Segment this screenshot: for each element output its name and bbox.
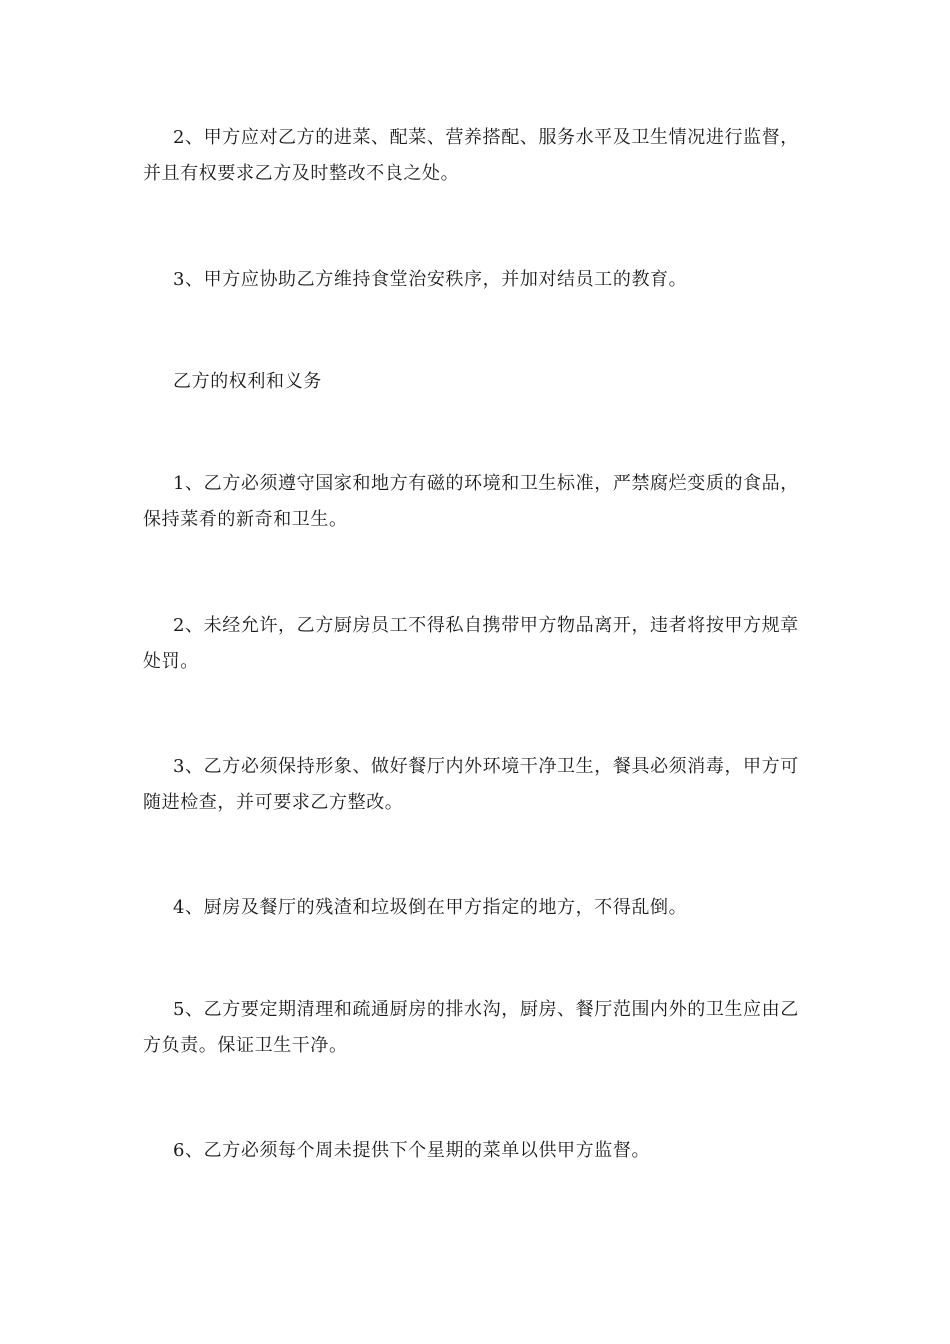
paragraph-clause-b1: 1、乙方必须遵守国家和地方有磁的环境和卫生标准，严禁腐烂变质的食品，保持菜肴的新奇和卫生。 bbox=[143, 473, 799, 530]
paragraph-clause-b2: 2、未经允许，乙方厨房员工不得私自携带甲方物品离开，违者将按甲方规章处罚。 bbox=[143, 615, 799, 672]
paragraph-clause-b3: 3、乙方必须保持形象、做好餐厅内外环境干净卫生，餐具必须消毒，甲方可随进检查，并可要求乙方整改。 bbox=[143, 756, 799, 813]
paragraph-clause-b6: 6、乙方必须每个周未提供下个星期的菜单以供甲方监督。 bbox=[173, 1140, 651, 1161]
paragraph-clause-b4: 4、厨房及餐厅的残渣和垃圾倒在甲方指定的地方，不得乱倒。 bbox=[173, 897, 688, 918]
paragraph-clause-a2: 2、甲方应对乙方的进菜、配菜、营养搭配、服务水平及卫生情况进行监督，并且有权要求乙方及时整改不良之处。 bbox=[143, 127, 799, 184]
section-heading-party-b-rights: 乙方的权利和义务 bbox=[173, 371, 322, 392]
paragraph-clause-a3: 3、甲方应协助乙方维持食堂治安秩序，并加对结员工的教育。 bbox=[173, 269, 688, 290]
paragraph-clause-b5: 5、乙方要定期清理和疏通厨房的排水沟，厨房、餐厅范围内外的卫生应由乙方负责。保证卫生干净。 bbox=[143, 999, 799, 1056]
